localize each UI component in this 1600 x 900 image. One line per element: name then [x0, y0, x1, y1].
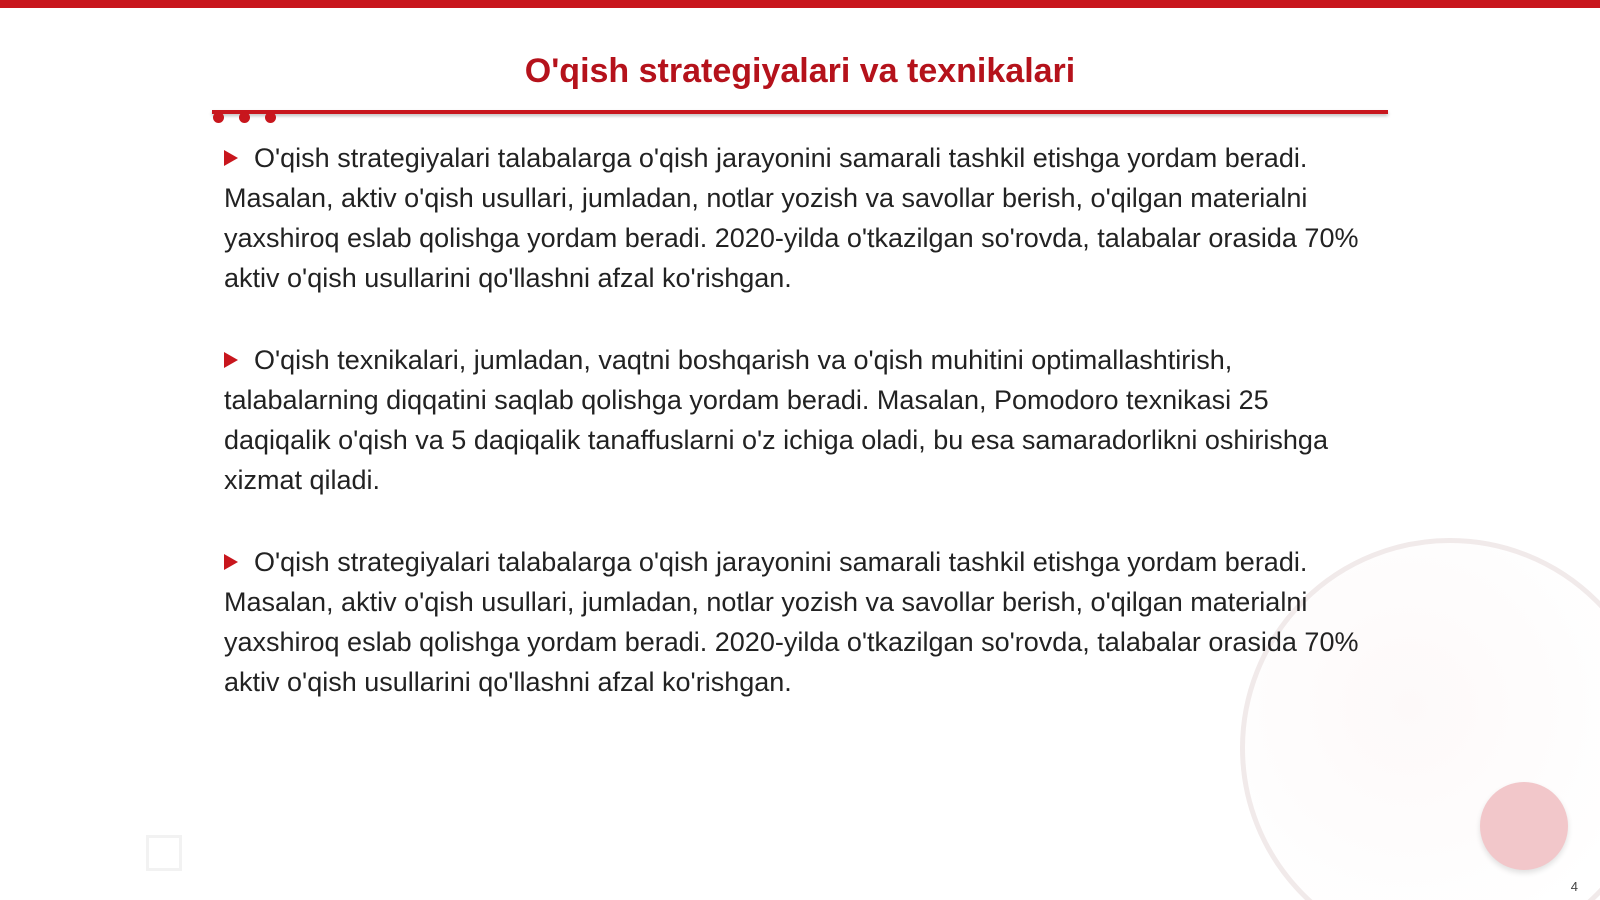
bullet-text-1: O'qish strategiyalari talabalarga o'qish jarayonini samarali tashkil etishga yordam beradi. Masalan, aktiv o'qish usullari, jumladan, notlar yozish va savollar berish, o'qilgan materialni yaxshiroq eslab qolishga yordam beradi. 2020-yilda o'tkazilgan so'rovda, talabalar orasida 70% aktiv o'qish usullarini qo'llashni afzal ko'rishgan. [224, 143, 1359, 293]
decorative-square [146, 835, 182, 871]
bullet-list [224, 138, 1364, 744]
slide-title: O'qish strategiyalari va texnikalari [524, 52, 1076, 90]
title-underline [212, 110, 1388, 114]
page-number: 4 [1570, 879, 1578, 894]
title-dot-3 [265, 112, 276, 123]
title-dot-2 [239, 112, 250, 123]
triangle-right-icon [224, 150, 238, 166]
decorative-circle-filled [1480, 782, 1568, 870]
bullet-item-3 [224, 542, 1364, 702]
title-dot-1 [213, 112, 224, 123]
bullet-item-1 [224, 138, 1364, 298]
triangle-right-icon [224, 554, 238, 570]
top-accent-bar [0, 0, 1600, 8]
bullet-item-2 [224, 340, 1364, 500]
bullet-text-3: O'qish strategiyalari talabalarga o'qish jarayonini samarali tashkil etishga yordam beradi. Masalan, aktiv o'qish usullari, jumladan, notlar yozish va savollar berish, o'qilgan materialni yaxshiroq eslab qolishga yordam beradi. 2020-yilda o'tkazilgan so'rovda, talabalar orasida 70% aktiv o'qish usullarini qo'llashni afzal ko'rishgan. [224, 547, 1359, 697]
bullet-text-2: O'qish texnikalari, jumladan, vaqtni boshqarish va o'qish muhitini optimallashtirish, talabalarning diqqatini saqlab qolishga yordam beradi. Masalan, Pomodoro texnikasi 25 daqiqalik o'qish va 5 daqiqalik tanaffuslarni o'z ichiga oladi, bu esa samaradorlikni oshirishga xizmat qiladi. [224, 345, 1328, 495]
triangle-right-icon [224, 352, 238, 368]
